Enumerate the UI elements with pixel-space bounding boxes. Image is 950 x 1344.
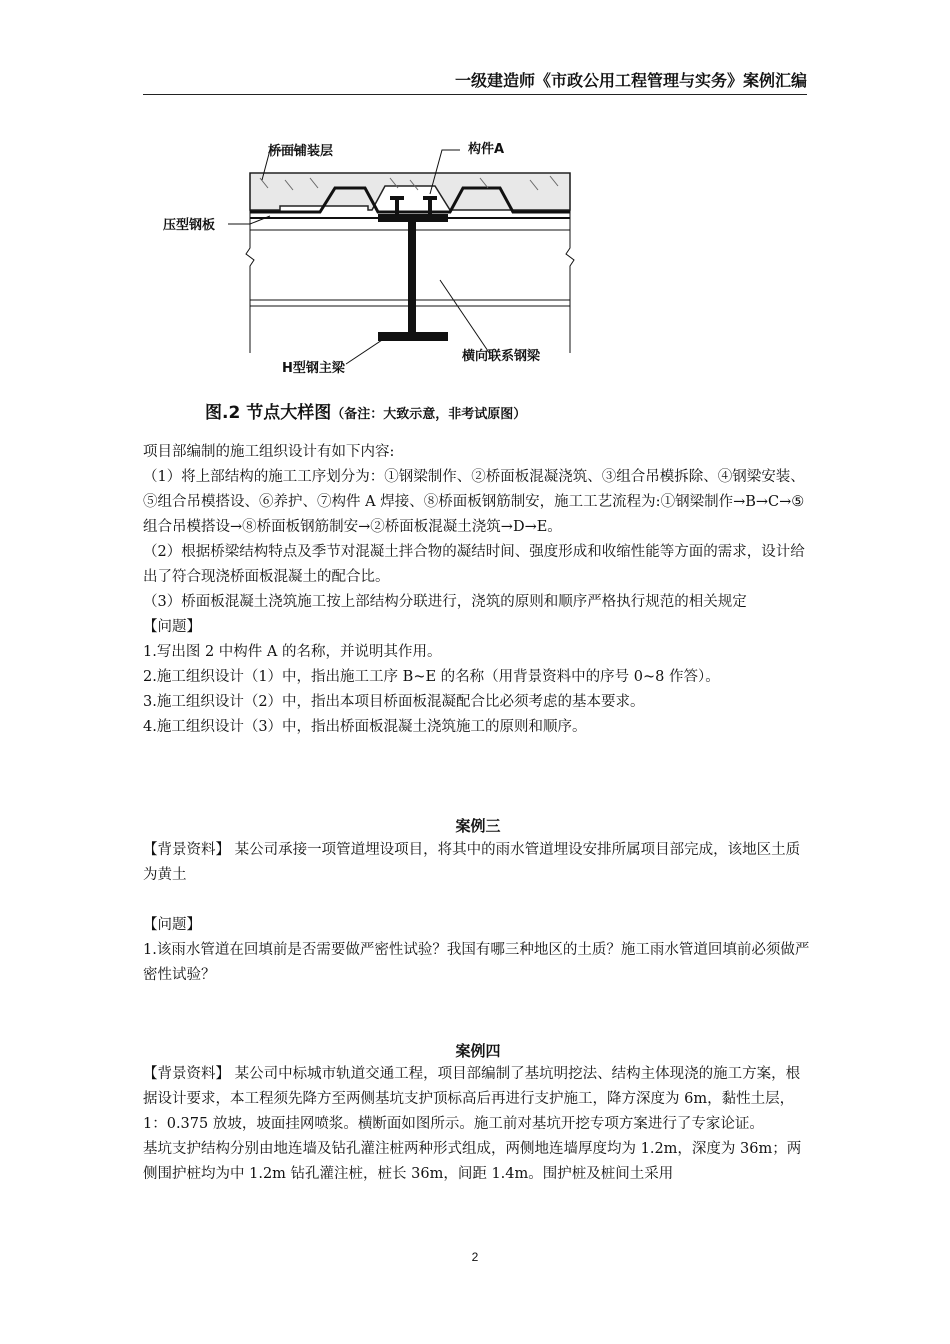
node-detail-figure — [150, 128, 600, 428]
case2-question-2: 2.施工组织设计（1）中，指出施工工序 B~E 的名称（用背景资料中的序号 0~8 作答）。 — [143, 669, 720, 685]
case2-question-title: 【问题】 — [143, 619, 201, 635]
case4-para2: 基坑支护结构分别由地连墙及钻孔灌注桩两种形式组成，两侧地连墙厚度均为 1.2m，深度为 36m；两侧围护桩均为中 1.2m 钻孔灌注桩，桩长 36m，间距 1.4m。围护桩及桩间土采用 — [143, 1141, 802, 1182]
figure-caption — [205, 398, 526, 423]
case4-body — [143, 1062, 813, 1187]
label-h-beam: H型钢主梁 — [282, 361, 345, 376]
header-title: 一级建造师《市政公用工程管理与实务》案例汇编 — [454, 71, 807, 90]
case3-body — [143, 838, 813, 988]
case3-background: 【背景资料】 某公司承接一项管道埋设项目，将其中的雨水管道埋设安排所属项目部完成，该地区土质为黄土 — [143, 842, 801, 883]
case2-question-3: 3.施工组织设计（2）中，指出本项目桥面板混凝配合比必须考虑的基本要求。 — [143, 694, 645, 710]
label-pavement: 桥面铺装层 — [268, 144, 334, 159]
case3-question-1: 1.该雨水管道在回填前是否需要做严密性试验？我国有哪三种地区的土质？施工雨水管道回填前必须做严密性试验？ — [143, 942, 810, 983]
pavement-layer — [250, 173, 570, 210]
case2-item3: （3）桥面板混凝土浇筑施工按上部结构分联进行，浇筑的原则和顺序严格执行规范的相关规定 — [143, 594, 747, 610]
case2-item1: （1）将上部结构的施工工序划分为：①钢梁制作、②桥面板混凝浇筑、③组合吊模拆除、④钢梁安装、⑤组合吊模搭设、⑥养护、⑦构件 A 焊接、⑧桥面板钢筋制安，施工工艺流程为:①钢梁制作→B→C→⑤组合吊模搭设→⑧桥面板钢筋制安→②桥面板混凝土浇筑→D→E。 — [143, 469, 805, 535]
caption-main: 图.2 节点大样图 — [205, 403, 332, 423]
case2-intro: 项目部编制的施工组织设计有如下内容: — [143, 444, 395, 460]
label-cross-beam: 横向联系钢梁 — [462, 349, 541, 364]
case2-question-1: 1.写出图 2 中构件 A 的名称，并说明其作用。 — [143, 644, 442, 660]
page-number: 2 — [471, 1250, 479, 1264]
case4-title: 案例四 — [455, 1042, 501, 1060]
case2-question-4: 4.施工组织设计（3）中，指出桥面板混凝土浇筑施工的原则和顺序。 — [143, 719, 587, 735]
label-component-a: 构件A — [468, 142, 505, 157]
h-beam-bottom-flange — [378, 332, 448, 341]
case4-background: 【背景资料】 某公司中标城市轨道交通工程，项目部编制了基坑明挖法、结构主体现浇的施工方案，根据设计要求，本工程须先降方至两侧基坑支护顶标高后再进行支护施工，降方深度为 6m，黏性土层，1：0.375 放坡，坡面挂网喷浆。横断面如图所示。施工前对基坑开挖专项方案进行了专家论证。 — [143, 1066, 801, 1132]
h-beam-top-flange — [378, 214, 448, 222]
page-header — [143, 68, 807, 95]
case3-question-title: 【问题】 — [143, 917, 201, 933]
case3-title: 案例三 — [455, 817, 501, 835]
caption-note: （备注：大致示意，非考试原图） — [331, 407, 527, 422]
case2-item2: （2）根据桥梁结构特点及季节对混凝土拌合物的凝结时间、强度形成和收缩性能等方面的需求，设计给出了符合现浇桥面板混凝土的配合比。 — [143, 544, 805, 585]
h-beam-web — [408, 222, 416, 332]
case2-body — [143, 440, 813, 740]
label-steel-plate: 压型钢板 — [163, 218, 216, 233]
